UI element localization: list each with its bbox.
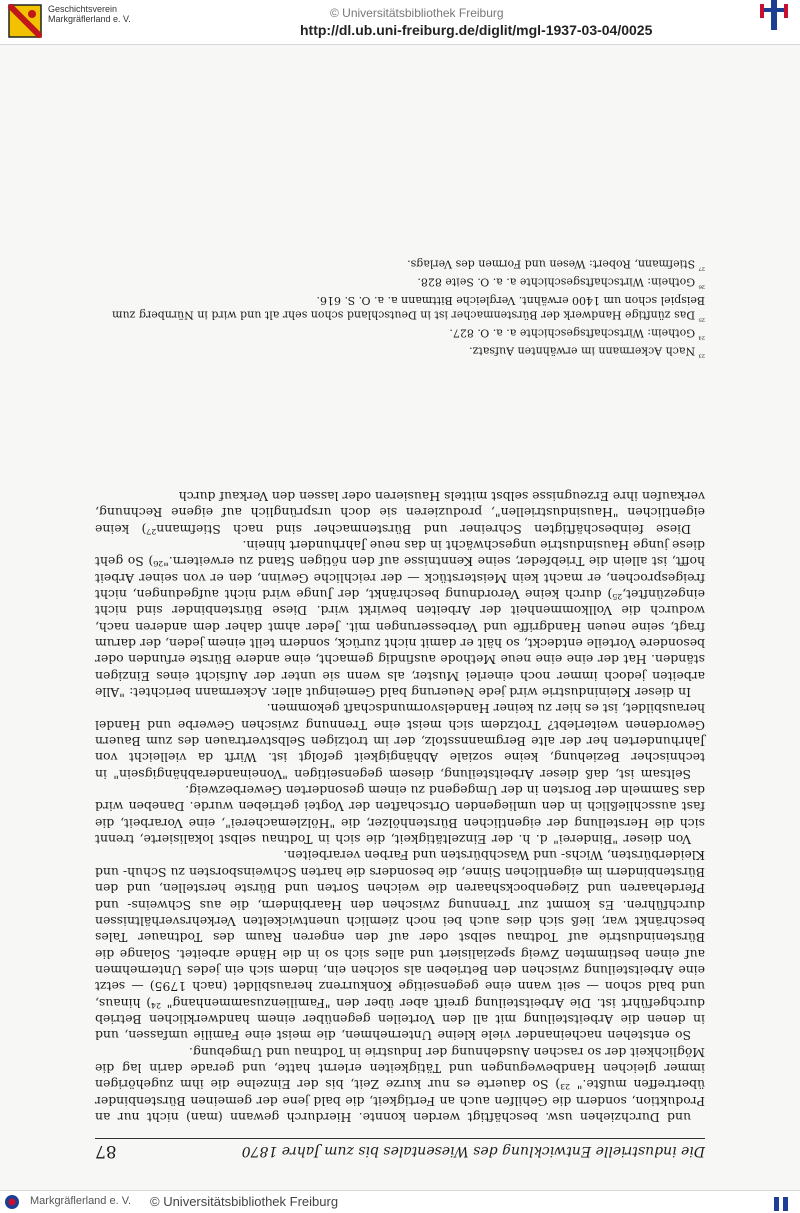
paragraph: und Durchziehen usw. beschäftigt werden konnte. Hierdurch gewann (man) nicht nur an Produktion, sondern die Gehilfen auch an Fertigkeit, die bald jene der gemeinen Bürstenbinder übertreffen mußte." ²³) So dauerte es nur kurze Zeit, bis der Einzelne die ihm zugehörigen immer gleichen Handbewegungen und Tätigkeiten erlernt hatte, und gerade darin lag die Möglichkeit der so raschen Ausdehnung der Industrie in Todtnau und Umgebung. bbox=[95, 1044, 705, 1125]
paragraph: So entstehen nacheinander viele kleine Unternehmen, die meist eine Familie umfassen, und in denen die Arbeitsteilung mit all den Vorteilen gegenüber einem handwerklichen Betrieb durchgeführt ist. Die Arbeitsteilung greift aber über den "Familienzusammenhang" ²⁴) hinaus, und bald schon — seit wann eine gegenseitige Konkurrenz herausbildet (nach 1795) — setzt eine Arbeitsteilung zwischen den Betrieben als solchen ein, indem sich ein jedes Unternehmen auf einen bestimmten Zweig spezialisiert und alles sich so in die Hände arbeitet. Solange die Bürstenindustrie auf Todtnau selbst oder auf den engeren Raum des Todtnauer Tales beschränkt war, ließ sich dies auch bei noch ziemlich unentwickelten Verkehrsverhältnissen durchführen. Es kommt zur Trennung zwischen den Haarbindern, die aus Schweins- und Pferdehaaren und Ziegenbockshaaren die weichen Sorten und Bürste herstellen, und den Bürstenbindern im eigentlichen Sinne, die besonders die harten Schweinsborsten zu Schuh- und Kleiderbürsten, Wichs- und Waschbürsten und Farben verarbeiten. bbox=[95, 848, 705, 1044]
paragraph: Diese feinbeschäftigten Schreiner und Bürstenmacher sind nach Stiefmann²⁷) keine eigentlichen "Hausindustriellen", produzieren sie doch ursprünglich auf eigene Rechnung, verkaufen ihre Erzeugnisse selbst mittels Hausieren oder lassen den Verkauf durch bbox=[95, 488, 705, 537]
university-logo-icon bbox=[770, 1193, 792, 1211]
geschichtsverein-logo-icon bbox=[4, 1194, 20, 1210]
footer-verein-name: Markgräflerland e. V. bbox=[30, 1195, 132, 1207]
paragraph: Seltsam ist, daß dieser Arbeitsteilung, diesem gegenseitigen "Voneinanderabhängigsein" in technischer Beziehung, keine soziale Abhängigkeit gefolgt ist. Wirft da vielleicht von Jahrhunderten her der alte Bergmannsstolz, der im trotzigen Selbstvertrauen des zum Bauern Gewordenen weiterlebt? Trotzdem sich meist eine Trennung zwischen Gewerbe und Handel herausbildet, ist es hier zu keiner Handelsvormundschaft gekommen. bbox=[95, 701, 705, 782]
footnotes bbox=[95, 256, 705, 361]
footnote-text: Das zünftige Handwerk der Bürstenmacher ist in Deutschland schon sehr alt und wird in Nürnberg zum Beispiel schon um 1400 erwähnt. Vergleiche Bittmann a. a. O. S. 616. bbox=[112, 293, 705, 322]
footnote bbox=[95, 325, 705, 343]
geschichtsverein-logo-icon bbox=[8, 4, 42, 38]
footnote-mark: ²⁷ bbox=[698, 262, 705, 272]
university-logo-icon bbox=[754, 0, 794, 44]
scanned-page bbox=[0, 44, 800, 1191]
footnote-mark: ²³ bbox=[698, 350, 705, 359]
paragraph: Von dieser "Binderei" d. h. der Einzeltätigkeit, die sich in Todtnau selbst lokalisierte, trennt sich die Herstellung der eigentlichen Bürstenhölzer, die "Hölzlemacherei", eine Vorarbeit, die fast ausschließlich in den umliegenden Ortschaften der Vogtei getrieben wurde. Daneben wird das Sammeln der Borsten in der Umgegend zu einem gesonderten Gewerbezweig. bbox=[95, 783, 705, 848]
footnote bbox=[95, 274, 705, 292]
footnote-text: Gothein: Wirtschaftsgeschichte a. a. O. 827. bbox=[449, 326, 696, 340]
footnote-text: Nach Ackermann im erwähnten Aufsatz. bbox=[469, 344, 696, 358]
footnote-mark: ²⁶ bbox=[698, 281, 705, 291]
page-content bbox=[0, 44, 800, 1191]
footnote-text: Gothein: Wirtschaftsgeschichte a. a. O. Seite 828. bbox=[417, 275, 696, 289]
footer-credit: © Universitätsbibliothek Freiburg bbox=[150, 1194, 339, 1209]
viewer-header bbox=[0, 0, 800, 45]
viewer-footer bbox=[0, 1190, 800, 1213]
footnote-mark: ²⁴ bbox=[698, 331, 705, 341]
body-text bbox=[95, 488, 705, 1125]
footnote bbox=[95, 292, 705, 325]
page-number: 87 bbox=[95, 1141, 117, 1161]
footnote-mark: ²⁵ bbox=[698, 313, 705, 323]
footnote-text: Stiefmann, Robert: Wesen und Formen des Verlags. bbox=[407, 257, 696, 271]
footnote bbox=[95, 343, 705, 361]
footnote bbox=[95, 256, 705, 274]
verein-name: Geschichtsverein Markgräflerland e. V. bbox=[48, 4, 131, 24]
running-head bbox=[95, 1138, 705, 1161]
running-title: Die industrielle Entwicklung des Wiesentales bis zum Jahre 1870 bbox=[241, 1143, 705, 1159]
ub-credit: © Universitätsbibliothek Freiburg bbox=[330, 6, 504, 20]
document-url-link[interactable]: http://dl.ub.uni-freiburg.de/diglit/mgl-1937-03-04/0025 bbox=[300, 22, 653, 38]
paragraph: In dieser Kleinindustrie wird jede Neuerung bald Gemeingut aller. Ackermann berichtet: "Alle arbeiten jedoch immer noch einerlei Muster, als wenn sie unter der Aufsicht eines Einzigen ständen. Hat der eine eine neue Methode ausfindig gemacht, eine andere Bürste erfunden oder besondere Vorteile entdeckt, so hält er damit nicht zurück, sondern teilt einem jeden, der darum fragt, seine neuen Handgriffe und Verbesserungen mit. Jeder ahmt daher dem anderen nach, wodurch die Vollkommenheit der Arbeiten bewirkt wird. Diese Bürstenbinder sind nicht eingezünftet,²⁵) durch keine Verordnung beschränkt, der Junge wird nicht aufgedungen, nicht freigesprochen, er macht kein Meisterstück — der reichliche Gewinn, den er von seiner Arbeit hofft, ist allein die Triebfeder, seine Kenntnisse auf den nötigen Stand zu erweitern."²⁶) So geht diese junge Hausindustrie ungeschwächt in das neue Jahrhundert hinein. bbox=[95, 537, 705, 701]
